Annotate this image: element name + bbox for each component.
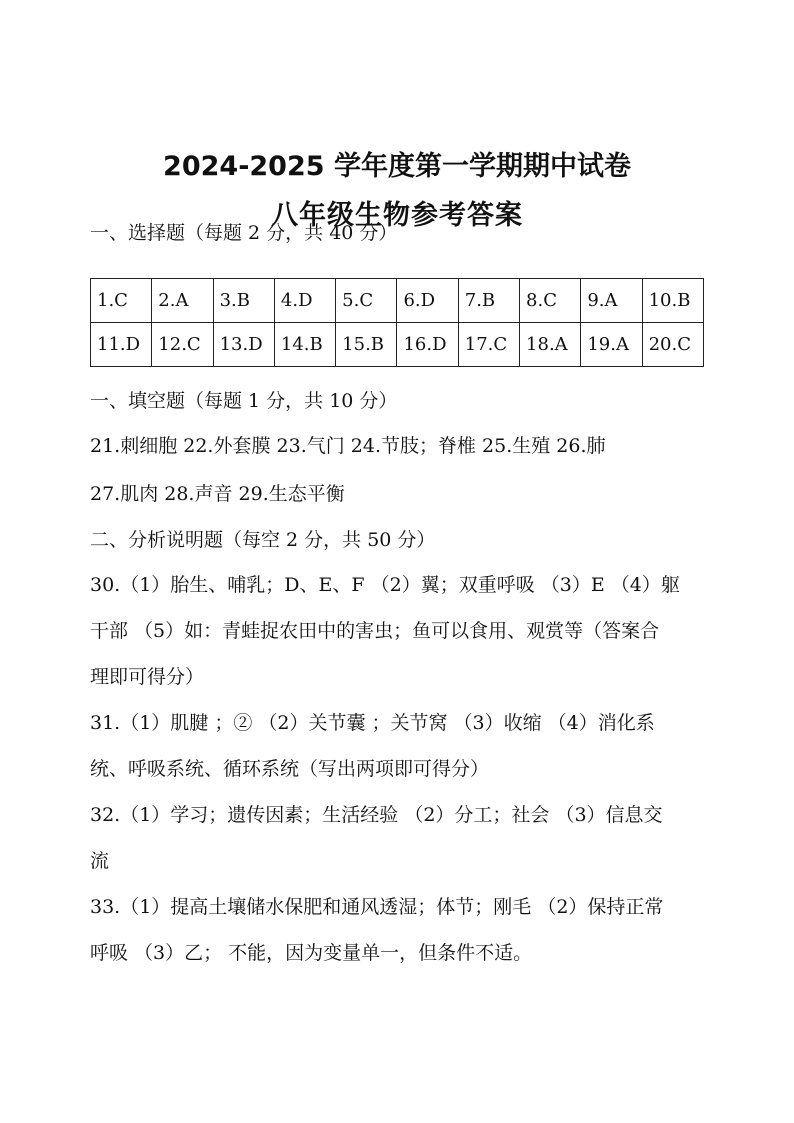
answer-cell: 9.A xyxy=(581,279,642,323)
table-row xyxy=(91,323,704,367)
answer-cell: 6.D xyxy=(397,279,458,323)
section-fill-heading: 一、填空题（每题 1 分，共 10 分） xyxy=(90,390,398,412)
analysis-answer-line: 33.（1）提高土壤储水保肥和通风透湿；体节；刚毛 （2）保持正常 xyxy=(90,896,664,918)
answer-cell: 11.D xyxy=(91,323,152,367)
analysis-answer-line: 30.（1）胎生、哺乳；D、E、F （2）翼；双重呼吸 （3）E （4）躯 xyxy=(90,574,680,596)
answer-cell: 7.B xyxy=(458,279,519,323)
analysis-answer-line: 干部 （5）如：青蛙捉农田中的害虫；鱼可以食用、观赏等（答案合 xyxy=(90,620,660,642)
answer-cell: 13.D xyxy=(213,323,274,367)
answer-cell: 3.B xyxy=(213,279,274,323)
exam-title: 2024-2025 学年度第一学期期中试卷 xyxy=(163,151,631,182)
analysis-answer-line: 呼吸 （3）乙； 不能，因为变量单一，但条件不适。 xyxy=(90,942,533,964)
table-row xyxy=(91,279,704,323)
answer-cell: 10.B xyxy=(642,279,703,323)
analysis-answer-line: 流 xyxy=(90,850,110,872)
analysis-answer-line: 统、呼吸系统、循环系统（写出两项即可得分） xyxy=(90,758,490,780)
answer-cell: 4.D xyxy=(274,279,335,323)
section-analysis-heading: 二、分析说明题（每空 2 分，共 50 分） xyxy=(90,529,436,551)
analysis-answer-line: 理即可得分） xyxy=(90,666,205,688)
analysis-answer-line: 31.（1）肌腱 ；② （2）关节囊 ；关节窝 （3）收缩 （4）消化系 xyxy=(90,712,655,734)
answer-cell: 14.B xyxy=(274,323,335,367)
section-choice-heading: 一、选择题（每题 2 分，共 40 分） xyxy=(90,222,398,244)
answer-cell: 12.C xyxy=(152,323,213,367)
answer-cell: 1.C xyxy=(91,279,152,323)
fill-answer-line: 21.刺细胞 22.外套膜 23.气门 24.节肢；脊椎 25.生殖 26.肺 xyxy=(90,435,606,457)
answer-cell: 8.C xyxy=(520,279,581,323)
choice-answer-table xyxy=(90,278,704,367)
answer-cell: 18.A xyxy=(520,323,581,367)
answer-cell: 2.A xyxy=(152,279,213,323)
analysis-answer-line: 32.（1）学习；遗传因素；生活经验 （2）分工；社会 （3）信息交 xyxy=(90,804,663,826)
answer-cell: 19.A xyxy=(581,323,642,367)
answer-cell: 15.B xyxy=(336,323,397,367)
answer-cell: 5.C xyxy=(336,279,397,323)
answer-cell: 16.D xyxy=(397,323,458,367)
answer-cell: 17.C xyxy=(458,323,519,367)
answer-cell: 20.C xyxy=(642,323,703,367)
answer-key-subtitle: 八年级生物参考答案 xyxy=(271,200,523,231)
fill-answer-line: 27.肌肉 28.声音 29.生态平衡 xyxy=(90,483,345,505)
